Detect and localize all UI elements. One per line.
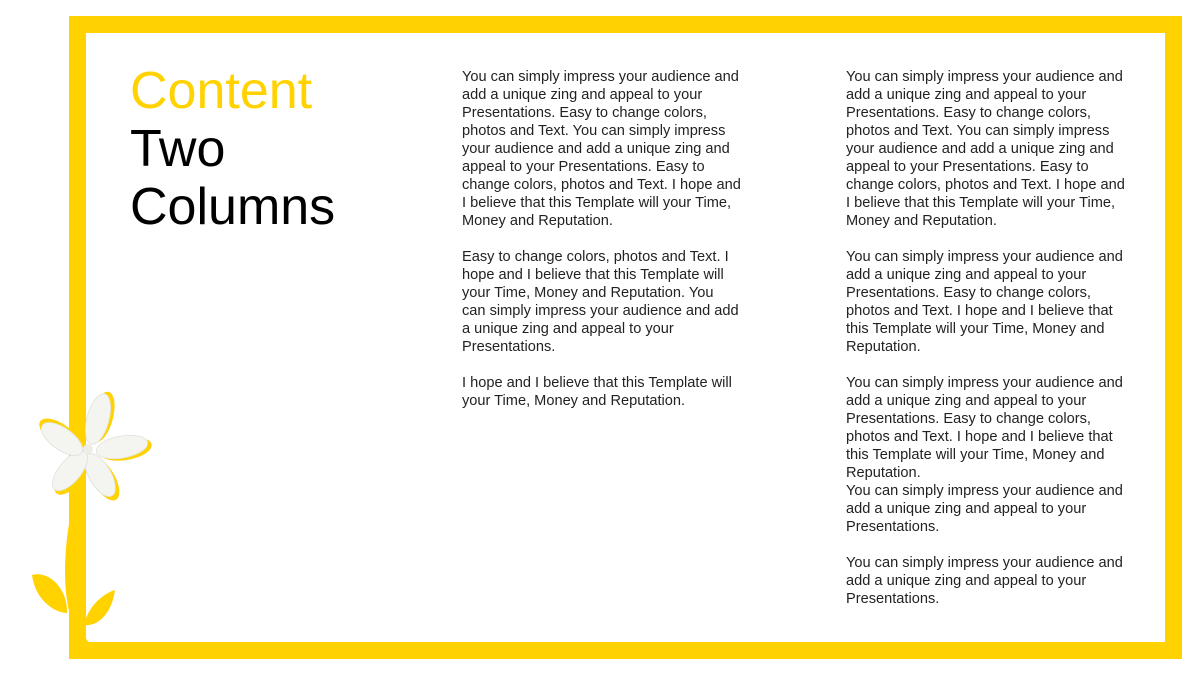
left-paragraph-1: You can simply impress your audience and add a unique zing and appeal to your Presentations. Easy to change colors, photos and Text. You can simply impress your audience and add a unique zing and appeal to your Presentations. Easy to change colors, photos and Text. I hope and I believe that this Template will your Time, Money and Reputation. bbox=[462, 69, 741, 229]
left-text-column bbox=[462, 68, 754, 410]
right-text-column bbox=[846, 68, 1138, 608]
right-paragraph-5: You can simply impress your audience and add a unique zing and appeal to your Presentations. bbox=[846, 555, 1123, 607]
right-paragraph-4: You can simply impress your audience and add a unique zing and appeal to your Presentations. bbox=[846, 483, 1123, 535]
title-line-content: Content bbox=[130, 62, 313, 120]
left-paragraph-2: Easy to change colors, photos and Text. I hope and I believe that this Template will your Time, Money and Reputation. You can simply impress your audience and add a unique zing and appeal to your Presentations. bbox=[462, 249, 739, 355]
flower-icon bbox=[20, 385, 160, 660]
right-paragraph-3: You can simply impress your audience and add a unique zing and appeal to your Presentations. Easy to change colors, photos and Text. I hope and I believe that this Template will your Time, Money and Reputation. bbox=[846, 375, 1123, 481]
title-line-two: Two bbox=[130, 120, 226, 178]
left-paragraph-3: I hope and I believe that this Template will your Time, Money and Reputation. bbox=[462, 375, 732, 409]
title-line-columns: Columns bbox=[130, 178, 336, 236]
slide-title bbox=[130, 62, 335, 236]
right-paragraph-1: You can simply impress your audience and add a unique zing and appeal to your Presentations. Easy to change colors, photos and Text. You can simply impress your audience and add a unique zing and appeal to your Presentations. Easy to change colors, photos and Text. I hope and I believe that this Template will your Time, Money and Reputation. bbox=[846, 69, 1125, 229]
right-paragraph-2: You can simply impress your audience and add a unique zing and appeal to your Presentations. Easy to change colors, photos and Text. I hope and I believe that this Template will your Time, Money and Reputation. bbox=[846, 249, 1123, 355]
